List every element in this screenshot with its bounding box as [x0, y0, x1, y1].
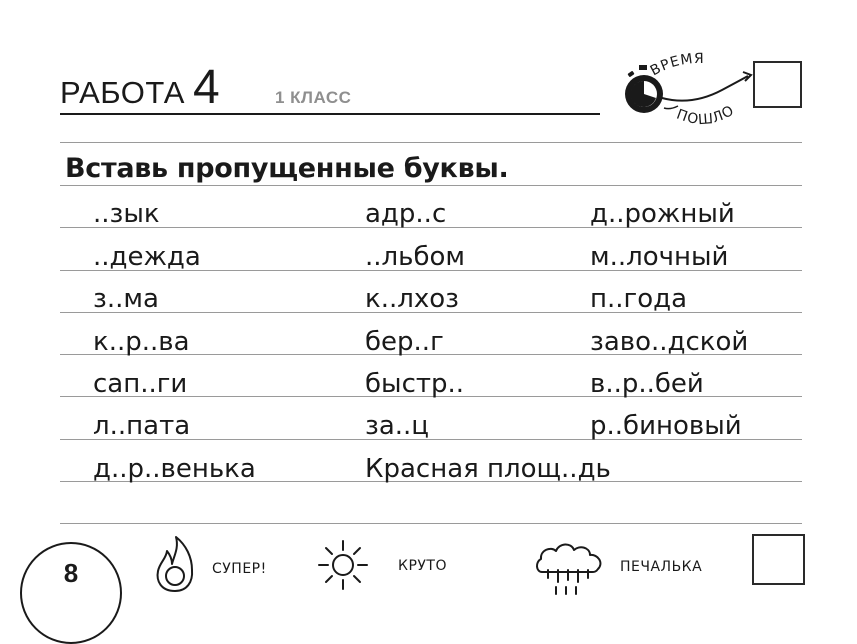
sun-icon	[316, 538, 370, 592]
rating-cool-label: КРУТО	[398, 558, 447, 574]
word-item: к..р..ва	[93, 327, 190, 357]
class-label: 1 КЛАСС	[275, 88, 352, 107]
word-item: к..лхоз	[365, 284, 459, 314]
word-item: ..дежда	[93, 242, 201, 272]
timer-word-top: ВРЕМЯ	[647, 50, 705, 80]
work-number: 4	[193, 61, 220, 114]
work-label: РАБОТА	[60, 75, 185, 110]
word-item: за..ц	[365, 411, 429, 441]
fire-icon	[154, 534, 196, 594]
rule-line	[60, 185, 802, 186]
word-item: м..лочный	[590, 242, 729, 272]
svg-text:ПОШЛО	[674, 102, 737, 128]
timer-word-bottom: ПОШЛО	[674, 102, 738, 129]
stopwatch-icon	[622, 46, 757, 131]
score-box-bottom[interactable]	[752, 534, 805, 585]
page-number: 8	[63, 558, 79, 588]
word-item: п..года	[590, 284, 688, 314]
word-item: адр..с	[365, 199, 447, 229]
word-item: ..зык	[93, 199, 160, 229]
title-underline	[60, 113, 600, 115]
word-item: ..льбом	[365, 242, 466, 272]
rain-cloud-icon	[534, 538, 606, 598]
word-item: бер..г	[365, 327, 444, 357]
word-item: д..р..венька	[93, 454, 256, 484]
word-item: р..биновый	[590, 411, 742, 441]
word-item: з..ма	[93, 284, 159, 314]
rule-line	[60, 142, 802, 143]
word-item: л..пата	[93, 411, 191, 441]
word-item: в..р..бей	[590, 369, 704, 399]
rule-line	[60, 523, 802, 524]
task-instruction: Вставь пропущенные буквы.	[65, 153, 509, 184]
rating-super-label: СУПЕР!	[212, 561, 267, 577]
svg-text:ВРЕМЯ	[648, 51, 705, 79]
word-item: Красная площ..дь	[365, 454, 611, 484]
word-item: заво..дской	[590, 327, 749, 357]
word-item: быстр..	[365, 369, 465, 399]
word-item: сап..ги	[93, 369, 188, 399]
rating-sad-label: ПЕЧАЛЬКА	[620, 559, 703, 575]
word-item: д..рожный	[590, 199, 735, 229]
score-box-top[interactable]	[753, 61, 802, 108]
